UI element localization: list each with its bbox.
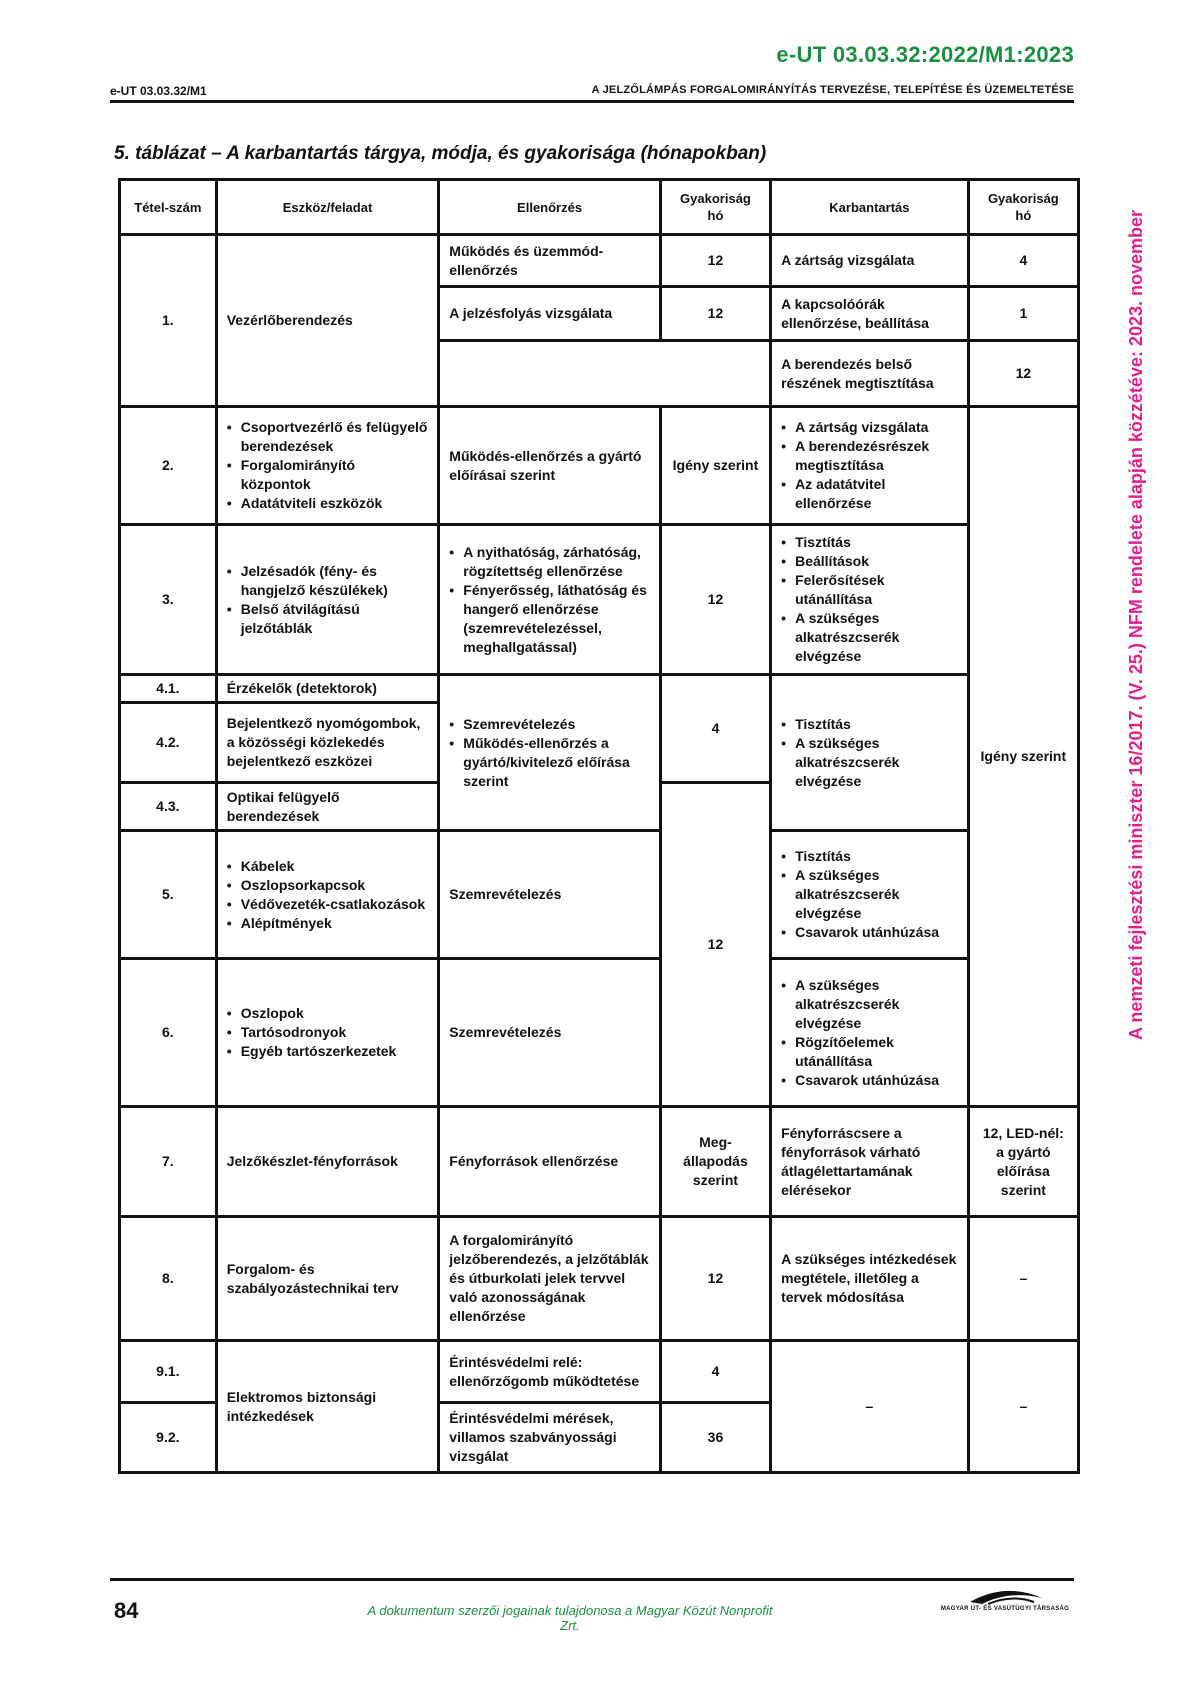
list-item: • Felerősítések utánállítása — [781, 571, 958, 609]
frequency-cell: – — [968, 1217, 1078, 1341]
device-cell: Elektromos biztonsági intézkedések — [216, 1341, 439, 1473]
document-code: e-UT 03.03.32:2022/M1:2023 — [776, 42, 1074, 67]
item-no: 6. — [120, 959, 217, 1107]
list-item: • Jelzésadók (fény- és hangjelző készülékek) — [227, 562, 429, 600]
device-cell — [216, 407, 439, 525]
list-item: • A berendezésrészek megtisztítása — [781, 437, 958, 475]
item-no: 8. — [120, 1217, 217, 1341]
list-item: • Egyéb tartószerkezetek — [227, 1042, 429, 1061]
frequency-cell: 4 — [968, 235, 1078, 287]
list-item: • A nyithatóság, zárhatóság, rögzítettség ellenőrzése — [449, 543, 650, 581]
list-item: • Csavarok utánhúzása — [781, 923, 958, 942]
inspection-cell: Érintésvédelmi mérések, villamos szabványossági vizsgálat — [439, 1403, 661, 1473]
list-item: • Belső átvilágítású jelzőtáblák — [227, 600, 429, 638]
header-device: Eszköz/feladat — [216, 180, 439, 235]
device-cell: Forgalom- és szabályozástechnikai terv — [216, 1217, 439, 1341]
table-row — [120, 831, 1079, 959]
header-item-no: Tétel-szám — [120, 180, 217, 235]
list-item: • Csoportvezérlő és felügyelő berendezések — [227, 418, 429, 456]
header-document-title: A JELZŐLÁMPÁS FORGALOMIRÁNYÍTÁS TERVEZÉSE, TELEPÍTÉSE ÉS ÜZEMELTETÉSE — [591, 84, 1074, 96]
table-row — [120, 525, 1079, 675]
device-cell — [216, 525, 439, 675]
table-row — [120, 1217, 1079, 1341]
header-divider — [110, 100, 1074, 103]
item-no: 9.1. — [120, 1341, 217, 1403]
maintenance-cell — [771, 407, 969, 525]
list-item: • A szükséges alkatrészcserék elvégzése — [781, 866, 958, 923]
maintenance-cell: A zártság vizsgálata — [771, 235, 969, 287]
list-item: • Szemrevételezés — [449, 715, 650, 734]
list-item: • A zártság vizsgálata — [781, 418, 958, 437]
maintenance-cell: A szükséges intézkedések megtétele, illetőleg a tervek módosítása — [771, 1217, 969, 1341]
list-item: • Forgalomirányító központok — [227, 456, 429, 494]
frequency-cell: – — [968, 1341, 1078, 1473]
list-item: • Oszlopok — [227, 1004, 429, 1023]
list-item: • Működés-ellenőrzés a gyártó/kivitelező előírása szerint — [449, 734, 650, 791]
maintenance-cell: – — [771, 1341, 969, 1473]
frequency-cell: 12 — [660, 287, 770, 341]
list-item: • Az adatátvitel ellenőrzése — [781, 475, 958, 513]
frequency-cell: 1 — [968, 287, 1078, 341]
table-row — [120, 407, 1079, 525]
device-cell — [216, 959, 439, 1107]
list-item: • Rögzítőelemek utánállítása — [781, 1033, 958, 1071]
list-item: • Tartósodronyok — [227, 1023, 429, 1042]
item-no: 4.3. — [120, 783, 217, 831]
footer-divider — [110, 1578, 1074, 1581]
frequency-cell: 12 — [968, 341, 1078, 407]
copyright-notice: A dokumentum szerzői jogainak tulajdonosa a Magyar Közút Nonprofit Zrt. — [367, 1603, 773, 1633]
inspection-cell: A jelzésfolyás vizsgálata — [439, 287, 661, 341]
item-no: 9.2. — [120, 1403, 217, 1473]
society-logo-icon — [930, 1584, 1080, 1624]
inspection-cell: Fényforrások ellenőrzése — [439, 1107, 661, 1217]
maintenance-cell — [771, 959, 969, 1107]
inspection-cell: Szemrevételezés — [439, 831, 661, 959]
device-cell — [216, 831, 439, 959]
frequency-cell-shared: 12 — [660, 783, 770, 1107]
list-item: • Tisztítás — [781, 847, 958, 866]
list-item: • Adatátviteli eszközök — [227, 494, 429, 513]
item-no: 5. — [120, 831, 217, 959]
device-cell: Vezérlőberendezés — [216, 235, 439, 407]
item-no: 4.2. — [120, 703, 217, 783]
publication-side-note: A nemzeti fejlesztési miniszter 16/2017. (V. 25.) NFM rendelete alapján közzétéve: 2023. november — [1126, 210, 1146, 1041]
item-no: 1. — [120, 235, 217, 407]
header-frequency-inspection: Gyakoriság hó — [660, 180, 770, 235]
inspection-cell: Érintésvédelmi relé: ellenőrzőgomb működtetése — [439, 1341, 661, 1403]
table-title: 5. táblázat – A karbantartás tárgya, módja, és gyakorisága (hónapokban) — [114, 143, 767, 164]
list-item: • Kábelek — [227, 857, 429, 876]
frequency-cell: 12 — [660, 525, 770, 675]
frequency-cell: 4 — [660, 1341, 770, 1403]
list-item: • A szükséges alkatrészcserék elvégzése — [781, 609, 958, 666]
list-item: • Tisztítás — [781, 533, 958, 552]
page-number: 84 — [114, 1598, 139, 1623]
item-no: 3. — [120, 525, 217, 675]
header-maintenance: Karbantartás — [771, 180, 969, 235]
inspection-cell: A forgalomirányító jelzőberendezés, a jelzőtáblák és útburkolati jelek tervvel való azonosságának ellenőrzése — [439, 1217, 661, 1341]
list-item: • Tisztítás — [781, 715, 958, 734]
list-item: • A szükséges alkatrészcserék elvégzése — [781, 734, 958, 791]
inspection-cell: Működés-ellenőrzés a gyártó előírásai szerint — [439, 407, 661, 525]
device-cell: Bejelentkező nyomógombok, a közösségi közlekedés bejelentkező eszközei — [216, 703, 439, 783]
table-row — [120, 235, 1079, 287]
frequency-cell: 12 — [660, 235, 770, 287]
maintenance-cell: A kapcsolóórák ellenőrzése, beállítása — [771, 287, 969, 341]
frequency-cell: 12, LED-nél: a gyártó előírása szerint — [968, 1107, 1078, 1217]
list-item: • Oszlopsorkapcsok — [227, 876, 429, 895]
maintenance-cell — [771, 525, 969, 675]
frequency-cell: 4 — [660, 675, 770, 783]
list-item: • Alépítmények — [227, 914, 429, 933]
maintenance-table — [118, 178, 1080, 1474]
table-row — [120, 1107, 1079, 1217]
table-header-row — [120, 180, 1079, 235]
empty-cell — [439, 341, 771, 407]
inspection-cell: Működés és üzemmód-ellenőrzés — [439, 235, 661, 287]
device-cell: Jelzőkészlet-fényforrások — [216, 1107, 439, 1217]
list-item: • Fényerősség, láthatóság és hangerő ellenőrzése (szemrevételezéssel, meghallgatással) — [449, 581, 650, 657]
frequency-cell: Meg-állapodás szerint — [660, 1107, 770, 1217]
maintenance-cell: A berendezés belső részének megtisztítása — [771, 341, 969, 407]
table-row — [120, 959, 1079, 1107]
frequency-cell: 36 — [660, 1403, 770, 1473]
frequency-cell: 12 — [660, 1217, 770, 1341]
header-frequency-maintenance: Gyakoriság hó — [968, 180, 1078, 235]
list-item: • Beállítások — [781, 552, 958, 571]
item-no: 7. — [120, 1107, 217, 1217]
device-cell: Optikai felügyelő berendezések — [216, 783, 439, 831]
inspection-cell: Szemrevételezés — [439, 959, 661, 1107]
list-item: • Védővezeték-csatlakozások — [227, 895, 429, 914]
logo-caption: MAGYAR ÚT- ÉS VASÚTÜGYI TÁRSASÁG — [940, 1606, 1070, 1612]
maintenance-cell — [771, 831, 969, 959]
frequency-cell: Igény szerint — [660, 407, 770, 525]
inspection-cell — [439, 675, 661, 831]
inspection-cell — [439, 525, 661, 675]
device-cell: Érzékelők (detektorok) — [216, 675, 439, 703]
item-no: 2. — [120, 407, 217, 525]
frequency-cell-shared: Igény szerint — [968, 407, 1078, 1107]
table-row — [120, 675, 1079, 703]
maintenance-cell: Fényforráscsere a fényforrások várható átlagélettartamának elérésekor — [771, 1107, 969, 1217]
item-no: 4.1. — [120, 675, 217, 703]
header-standard-code: e-UT 03.03.32/M1 — [110, 84, 207, 98]
header-inspection: Ellenőrzés — [439, 180, 661, 235]
maintenance-cell — [771, 675, 969, 831]
table-row — [120, 1341, 1079, 1403]
list-item: • A szükséges alkatrészcserék elvégzése — [781, 976, 958, 1033]
list-item: • Csavarok utánhúzása — [781, 1071, 958, 1090]
